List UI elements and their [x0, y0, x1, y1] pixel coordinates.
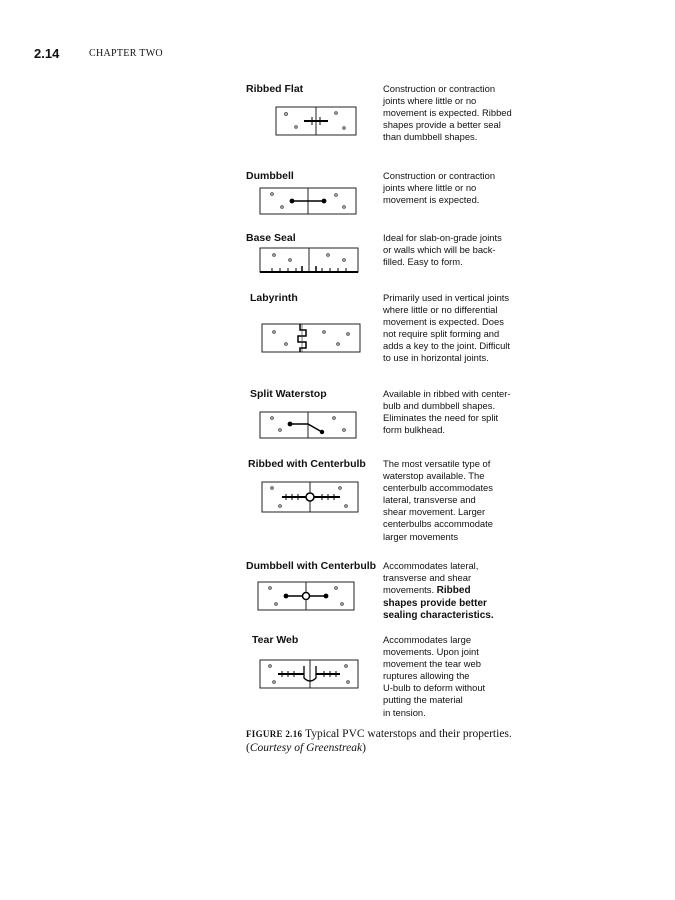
desc-line: larger movements [383, 530, 459, 542]
desc-line: ruptures allowing the [383, 670, 470, 682]
waterstop-name: Dumbbell with Centerbulb [246, 560, 377, 572]
desc-line: movements. [383, 584, 435, 596]
desc-line: waterstop available. The [383, 470, 485, 482]
caption-text: Typical PVC waterstops and their properties. [304, 728, 512, 740]
desc-line: in tension. [383, 706, 426, 718]
desc-line-bold: Ribbed [436, 585, 471, 597]
desc-line: Construction or contraction [383, 83, 496, 94]
waterstop-description [383, 458, 543, 543]
tear-web-diagram [258, 658, 360, 690]
desc-line: transverse and shear [383, 572, 472, 584]
figure-caption [246, 727, 546, 755]
desc-line: joints where little or no [383, 95, 477, 107]
caption-courtesy-open: ( [246, 742, 250, 754]
waterstop-name: Dumbbell [246, 170, 294, 182]
desc-line: Ideal for slab-on-grade joints [383, 232, 502, 243]
desc-line: or walls which will be back- [383, 244, 496, 256]
desc-line: Accommodates lateral, [383, 560, 479, 571]
desc-line: U-bulb to deform without [383, 682, 486, 694]
page-number: 2.14 [34, 46, 60, 61]
base-seal-diagram [258, 246, 360, 276]
desc-line: than dumbbell shapes. [383, 131, 478, 143]
labyrinth-diagram [260, 322, 362, 354]
waterstop-name: Tear Web [252, 634, 299, 646]
waterstop-description [383, 83, 543, 143]
desc-line: movement the tear web [383, 658, 481, 670]
desc-line: where little or no differential [383, 304, 498, 316]
waterstop-description [383, 388, 543, 436]
waterstop-name: Ribbed Flat [246, 83, 304, 95]
waterstop-description [383, 560, 543, 623]
desc-line: Accommodates large [383, 634, 472, 645]
ribbed-centerbulb-diagram [260, 480, 360, 514]
chapter-title: CHAPTER TWO [89, 48, 163, 59]
desc-line: adds a key to the joint. Difficult [383, 340, 510, 352]
waterstop-description [383, 170, 543, 206]
desc-line: Construction or contraction [383, 170, 496, 181]
desc-line: Available in ribbed with center- [383, 388, 511, 399]
desc-line: movement is expected. [383, 194, 480, 206]
desc-line: putting the material [383, 694, 463, 706]
desc-line: centerbulb accommodates [383, 482, 493, 494]
desc-line: not require split forming and [383, 328, 500, 340]
desc-line: filled. Easy to form. [383, 256, 463, 268]
desc-line: movements. Upon joint [383, 646, 479, 658]
waterstop-name: Ribbed with Centerbulb [248, 458, 366, 470]
desc-line: form bulkhead. [383, 424, 446, 436]
figure-label: FIGURE 2.16 [246, 729, 303, 739]
desc-line: bulb and dumbbell shapes. [383, 400, 496, 412]
waterstop-name: Base Seal [246, 232, 296, 244]
waterstop-name: Labyrinth [250, 292, 298, 304]
caption-courtesy: Courtesy of Greenstreak [249, 742, 363, 754]
desc-line-bold: sealing characteristics. [383, 610, 494, 622]
desc-line: movement is expected. Does [383, 316, 504, 328]
desc-line: lateral, transverse and [383, 494, 476, 506]
desc-line: The most versatile type of [383, 458, 491, 469]
desc-line: to use in horizontal joints. [383, 352, 489, 364]
caption-courtesy-close: ) [362, 742, 366, 754]
desc-line: shear movement. Larger [383, 506, 486, 518]
desc-line-bold: shapes provide better [383, 597, 487, 609]
waterstop-name: Split Waterstop [250, 388, 327, 400]
ribbed-flat-diagram [274, 105, 358, 137]
waterstop-description [383, 232, 543, 268]
split-waterstop-diagram [258, 410, 358, 440]
desc-line: joints where little or no [383, 182, 477, 194]
waterstop-description [383, 292, 543, 365]
dumbbell-diagram [258, 186, 358, 216]
waterstop-description [383, 634, 543, 719]
desc-line: Eliminates the need for split [383, 412, 499, 424]
dumbbell-centerbulb-diagram [256, 580, 356, 612]
desc-line: movement is expected. Ribbed [383, 107, 512, 119]
desc-line: Primarily used in vertical joints [383, 292, 510, 303]
desc-line: shapes provide a better seal [383, 119, 501, 131]
desc-line: centerbulbs accommodate [383, 518, 493, 530]
